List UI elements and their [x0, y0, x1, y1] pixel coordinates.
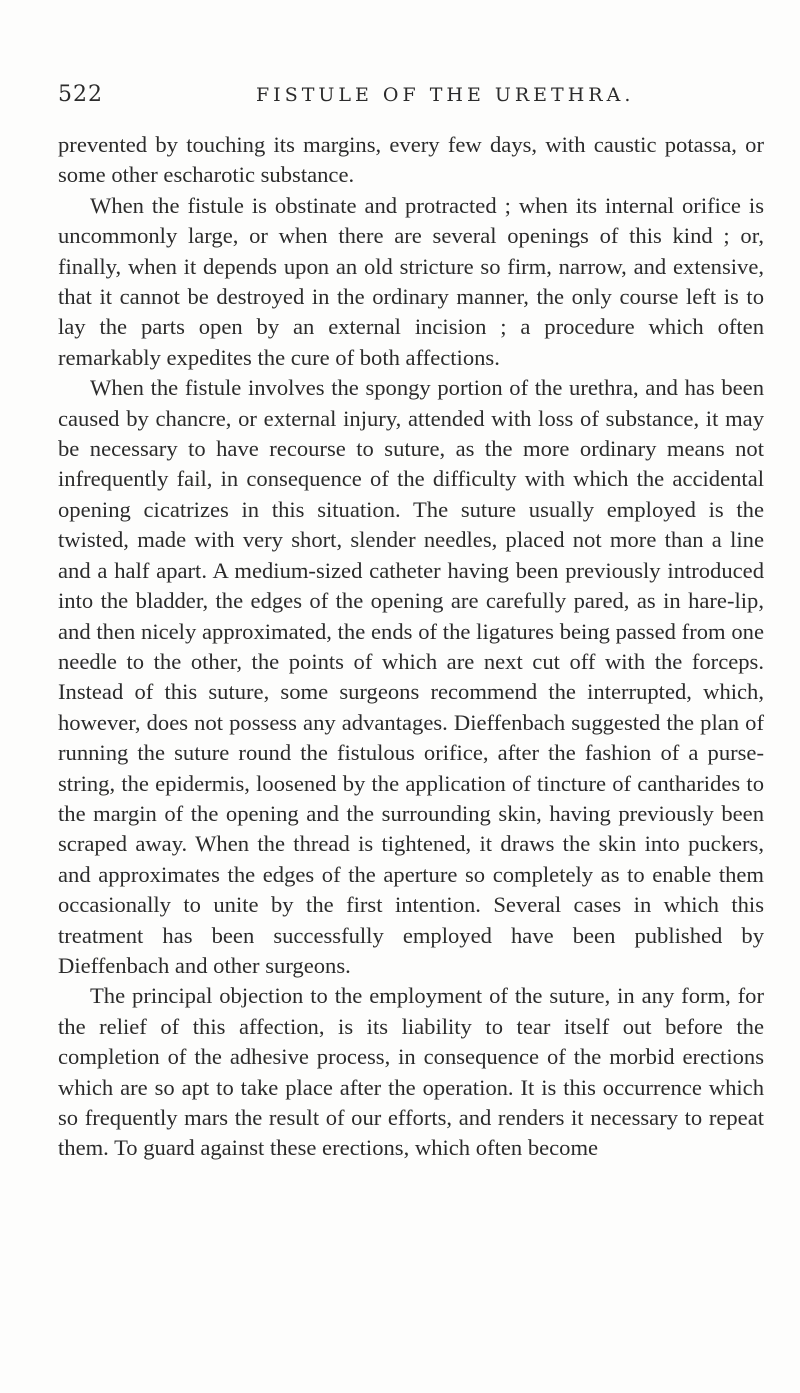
body-text — [58, 130, 764, 1164]
paragraph-incision: When the fistule is obstinate and protracted ; when its internal orifice is uncommonly large, or when there are several openings of this kind ; or, finally, when it depends upon an old stricture so firm, narrow, and extensive, that it cannot be destroyed in the ordinary manner, the only course left is to lay the parts open by an external incision ; a procedure which often remarkably expedites the cure of both affections. — [58, 192, 764, 370]
paragraph-continuation: prevented by touching its margins, every few days, with caustic potassa, or some other escharotic substance. — [58, 132, 764, 188]
page-header — [58, 82, 758, 112]
paragraph-objection: The principal objection to the employment of the suture, in any form, for the relief of this affection, is its liability to tear itself out before the completion of the adhesive process, in consequence of the morbid erections which are so apt to take place after the operation. It is this occurrence which so frequently mars the result of our efforts, and renders it necessary to repeat them. To guard against these erections, which often become — [58, 983, 764, 1161]
paragraph-suture: When the fistule involves the spongy portion of the urethra, and has been caused by chancre, or external injury, attended with loss of substance, it may be necessary to have recourse to suture, as the more ordinary means not infrequently fail, in consequence of the difficulty with which the accidental opening cicatrizes in this situation. The suture usually employed is the twisted, made with very short, slender needles, placed not more than a line and a half apart. A medium-sized catheter having been previously introduced into the bladder, the edges of the opening are carefully pared, as in hare-lip, and then nicely approximated, the ends of the ligatures being passed from one needle to the other, the points of which are next cut off with the forceps. Instead of this suture, some surgeons recommend the interrupted, which, however, does not possess any advantages. Dieffenbach suggested the plan of running the suture round the fistulous orifice, after the fashion of a purse-string, the epidermis, loosened by the application of tincture of cantharides to the margin of the opening and the surrounding skin, having previously been scraped away. When the thread is tightened, it draws the skin into puckers, and approximates the edges of the aperture so completely as to enable them occasionally to unite by the first intention. Several cases in which this treatment has been successfully employed have been published by Dieffenbach and other surgeons. — [58, 375, 764, 978]
running-title: FISTULE OF THE URETHRA. — [256, 84, 635, 106]
page-number: 522 — [58, 82, 103, 107]
